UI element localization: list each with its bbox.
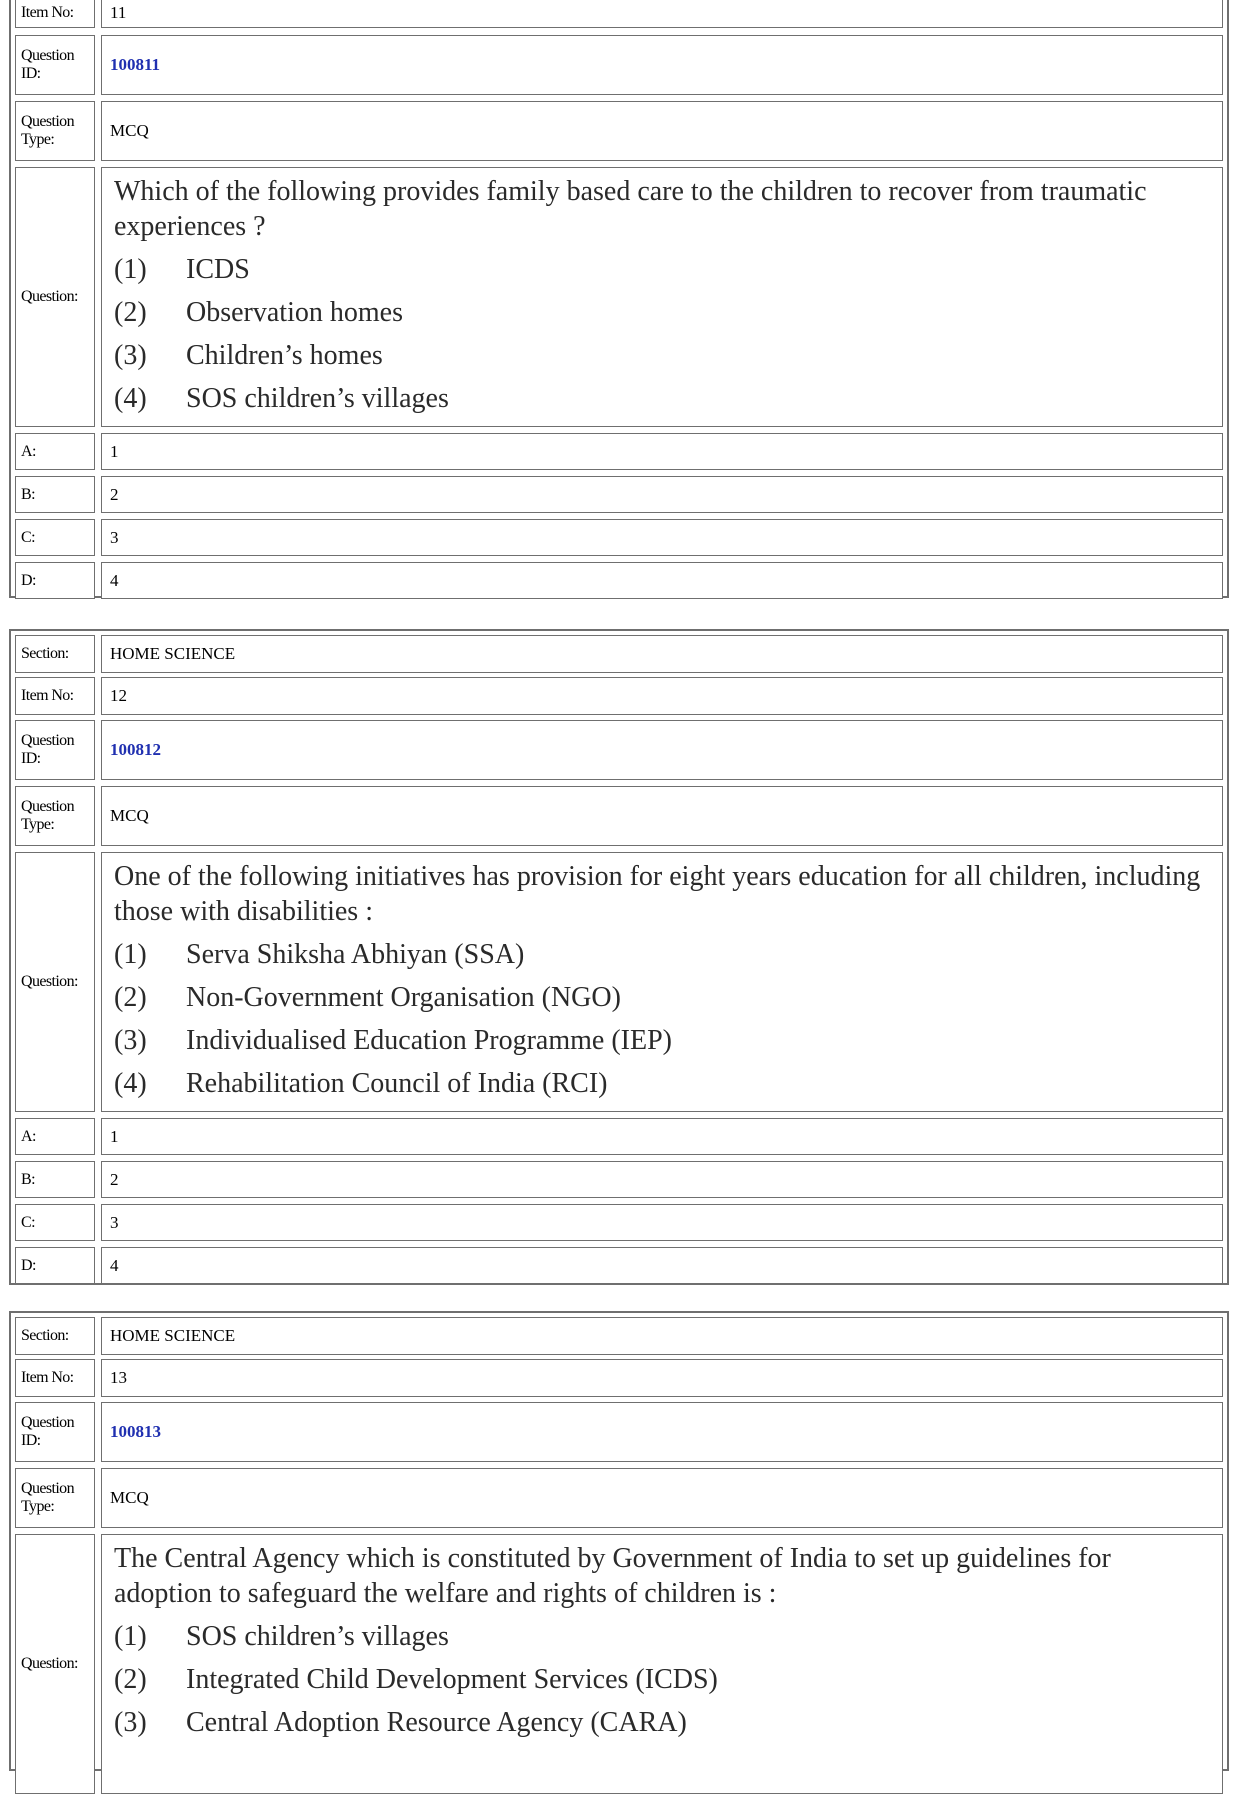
question-block-13 xyxy=(9,1311,1229,1771)
option-1 xyxy=(114,1615,1212,1658)
question-block-12 xyxy=(9,629,1229,1285)
answer-a-value: 1 xyxy=(101,1118,1223,1155)
question-label: Question: xyxy=(15,852,95,1112)
item-no-label: Item No: xyxy=(15,677,95,715)
option-text: Serva Shiksha Abhiyan (SSA) xyxy=(186,939,525,970)
answer-d-value: 4 xyxy=(101,562,1223,599)
item-no-value: 12 xyxy=(101,677,1223,715)
option-number: (1) xyxy=(114,254,147,285)
answer-b-label: B: xyxy=(15,1161,95,1198)
question-id-row xyxy=(15,1402,1223,1462)
question-id-row xyxy=(15,720,1223,780)
question-stem: The Central Agency which is constituted by Government of India to set up guidelines for adoption to safeguard the welfare and rights of children is : xyxy=(114,1543,1111,1609)
option-text: Observation homes xyxy=(186,297,403,328)
question-id-value: 100813 xyxy=(101,1402,1223,1462)
answer-a-label: A: xyxy=(15,1118,95,1155)
option-text: Rehabilitation Council of India (RCI) xyxy=(186,1068,608,1099)
answer-a-row xyxy=(15,433,1223,470)
option-text: Individualised Education Programme (IEP) xyxy=(186,1025,672,1056)
question-id-value: 100812 xyxy=(101,720,1223,780)
option-number: (3) xyxy=(114,340,147,371)
option-1 xyxy=(114,248,1212,291)
question-text xyxy=(101,1534,1223,1794)
option-text: ICDS xyxy=(186,254,250,285)
section-label: Section: xyxy=(15,635,95,673)
option-2 xyxy=(114,976,1212,1019)
section-label: Section: xyxy=(15,1317,95,1355)
option-3 xyxy=(114,1701,1212,1744)
answer-a-value: 1 xyxy=(101,433,1223,470)
answer-d-row xyxy=(15,562,1223,599)
item-no-row xyxy=(15,1359,1223,1397)
option-number: (3) xyxy=(114,1707,147,1738)
answer-c-label: C: xyxy=(15,1204,95,1241)
option-number: (4) xyxy=(114,1068,147,1099)
answer-d-value: 4 xyxy=(101,1247,1223,1284)
question-id-label: Question ID: xyxy=(15,720,95,780)
item-no-value: 13 xyxy=(101,1359,1223,1397)
section-value: HOME SCIENCE xyxy=(101,635,1223,673)
option-text: Integrated Child Development Services (ICDS) xyxy=(186,1664,718,1695)
question-type-row xyxy=(15,1468,1223,1528)
answer-d-label: D: xyxy=(15,562,95,599)
option-text: Non-Government Organisation (NGO) xyxy=(186,982,621,1013)
question-id-label: Question ID: xyxy=(15,35,95,95)
question-id-value: 100811 xyxy=(101,35,1223,95)
answer-b-value: 2 xyxy=(101,1161,1223,1198)
answer-a-row xyxy=(15,1118,1223,1155)
option-number: (2) xyxy=(114,1664,147,1695)
question-row xyxy=(15,1534,1223,1794)
option-number: (2) xyxy=(114,982,147,1013)
question-text xyxy=(101,167,1223,427)
question-text xyxy=(101,852,1223,1112)
option-number: (4) xyxy=(114,383,147,414)
answer-c-value: 3 xyxy=(101,1204,1223,1241)
option-1 xyxy=(114,933,1212,976)
option-2 xyxy=(114,1658,1212,1701)
question-block-11 xyxy=(9,0,1229,598)
answer-c-row xyxy=(15,1204,1223,1241)
option-number: (3) xyxy=(114,1025,147,1056)
option-3 xyxy=(114,1019,1212,1062)
option-3 xyxy=(114,334,1212,377)
answer-c-value: 3 xyxy=(101,519,1223,556)
answer-d-row xyxy=(15,1247,1223,1284)
option-2 xyxy=(114,291,1212,334)
item-no-value: 11 xyxy=(101,0,1223,28)
question-type-value: MCQ xyxy=(101,101,1223,161)
answer-b-row xyxy=(15,1161,1223,1198)
answer-b-row xyxy=(15,476,1223,513)
option-4 xyxy=(114,377,1212,420)
option-text: Children’s homes xyxy=(186,340,383,371)
answer-c-row xyxy=(15,519,1223,556)
question-label: Question: xyxy=(15,1534,95,1794)
question-type-value: MCQ xyxy=(101,1468,1223,1528)
answer-c-label: C: xyxy=(15,519,95,556)
item-no-row xyxy=(15,0,1223,28)
answer-d-label: D: xyxy=(15,1247,95,1284)
section-value: HOME SCIENCE xyxy=(101,1317,1223,1355)
option-text: SOS children’s villages xyxy=(186,1621,449,1652)
answer-b-value: 2 xyxy=(101,476,1223,513)
question-type-label: Question Type: xyxy=(15,1468,95,1528)
item-no-row xyxy=(15,677,1223,715)
answer-a-label: A: xyxy=(15,433,95,470)
question-type-row xyxy=(15,101,1223,161)
item-no-label: Item No: xyxy=(15,0,95,28)
question-id-row xyxy=(15,35,1223,95)
question-type-value: MCQ xyxy=(101,786,1223,846)
section-row xyxy=(15,1317,1223,1355)
item-no-label: Item No: xyxy=(15,1359,95,1397)
question-stem: One of the following initiatives has provision for eight years education for all children, including those with disabilities : xyxy=(114,861,1201,927)
option-4 xyxy=(114,1062,1212,1105)
question-type-row xyxy=(15,786,1223,846)
question-type-label: Question Type: xyxy=(15,786,95,846)
answer-b-label: B: xyxy=(15,476,95,513)
question-stem: Which of the following provides family based care to the children to recover from traumatic experiences ? xyxy=(114,176,1147,242)
option-number: (1) xyxy=(114,1621,147,1652)
question-row xyxy=(15,852,1223,1112)
option-text: Central Adoption Resource Agency (CARA) xyxy=(186,1707,687,1738)
question-id-label: Question ID: xyxy=(15,1402,95,1462)
question-label: Question: xyxy=(15,167,95,427)
option-text: SOS children’s villages xyxy=(186,383,449,414)
section-row xyxy=(15,635,1223,673)
option-number: (2) xyxy=(114,297,147,328)
question-row xyxy=(15,167,1223,427)
option-number: (1) xyxy=(114,939,147,970)
question-type-label: Question Type: xyxy=(15,101,95,161)
